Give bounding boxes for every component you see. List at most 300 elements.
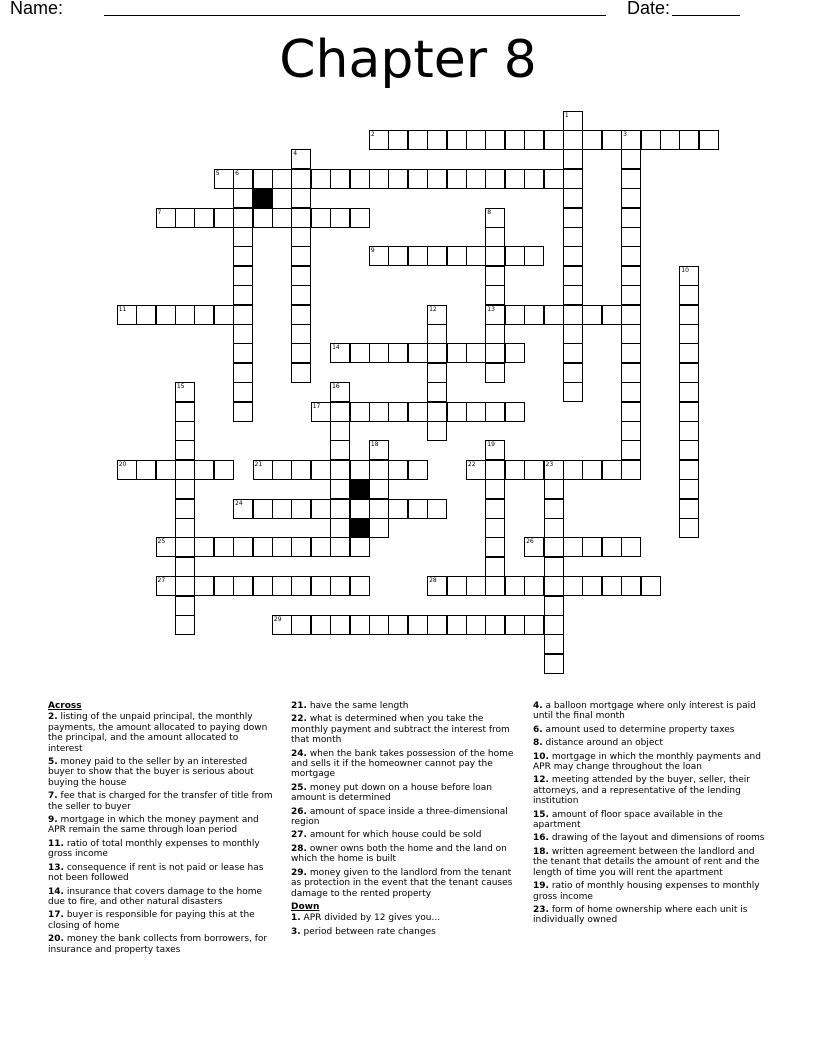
letter-square[interactable] bbox=[641, 130, 661, 150]
letter-square[interactable] bbox=[679, 518, 699, 538]
letter-square[interactable] bbox=[524, 246, 544, 266]
letter-square[interactable] bbox=[291, 305, 311, 325]
letter-square[interactable] bbox=[563, 382, 583, 402]
letter-square[interactable] bbox=[466, 402, 486, 422]
letter-square[interactable] bbox=[679, 343, 699, 363]
letter-square[interactable] bbox=[427, 343, 447, 363]
letter-square[interactable] bbox=[136, 305, 156, 325]
letter-square[interactable] bbox=[388, 343, 408, 363]
letter-square[interactable] bbox=[505, 615, 525, 635]
letter-square[interactable] bbox=[466, 576, 486, 596]
letter-square[interactable] bbox=[544, 518, 564, 538]
letter-square[interactable] bbox=[175, 557, 195, 577]
letter-square[interactable] bbox=[602, 537, 622, 557]
letter-square[interactable] bbox=[563, 343, 583, 363]
letter-square[interactable] bbox=[311, 499, 331, 519]
letter-square[interactable] bbox=[291, 537, 311, 557]
letter-square[interactable] bbox=[485, 266, 505, 286]
clue-number-label: 10. bbox=[533, 751, 549, 762]
letter-square[interactable] bbox=[136, 460, 156, 480]
letter-square[interactable] bbox=[563, 188, 583, 208]
letter-square[interactable] bbox=[233, 363, 253, 383]
letter-square[interactable] bbox=[427, 324, 447, 344]
letter-square[interactable] bbox=[485, 479, 505, 499]
letter-square[interactable] bbox=[485, 324, 505, 344]
letter-square[interactable] bbox=[291, 363, 311, 383]
letter-square[interactable] bbox=[350, 460, 370, 480]
letter-square[interactable] bbox=[544, 499, 564, 519]
letter-square[interactable] bbox=[485, 440, 505, 460]
letter-square[interactable] bbox=[408, 246, 428, 266]
letter-square[interactable] bbox=[621, 382, 641, 402]
letter-square[interactable] bbox=[602, 576, 622, 596]
letter-square[interactable] bbox=[233, 402, 253, 422]
letter-square[interactable] bbox=[194, 208, 214, 228]
letter-square[interactable] bbox=[466, 130, 486, 150]
clue-item bbox=[291, 868, 519, 899]
letter-square[interactable] bbox=[408, 499, 428, 519]
letter-square[interactable] bbox=[156, 305, 176, 325]
letter-square[interactable] bbox=[427, 169, 447, 189]
letter-square[interactable] bbox=[524, 169, 544, 189]
letter-square[interactable] bbox=[485, 130, 505, 150]
letter-square[interactable] bbox=[485, 246, 505, 266]
letter-square[interactable] bbox=[330, 169, 350, 189]
letter-square[interactable] bbox=[679, 499, 699, 519]
letter-square[interactable] bbox=[175, 499, 195, 519]
letter-square[interactable] bbox=[311, 208, 331, 228]
letter-square[interactable] bbox=[291, 499, 311, 519]
letter-square[interactable] bbox=[291, 285, 311, 305]
letter-square[interactable] bbox=[544, 654, 564, 674]
letter-square[interactable] bbox=[621, 285, 641, 305]
letter-square[interactable] bbox=[505, 576, 525, 596]
letter-square[interactable] bbox=[408, 615, 428, 635]
page-title: Chapter 8 bbox=[279, 30, 537, 90]
letter-square[interactable] bbox=[408, 130, 428, 150]
letter-square[interactable] bbox=[233, 499, 253, 519]
letter-square[interactable] bbox=[272, 499, 292, 519]
letter-square[interactable] bbox=[214, 460, 234, 480]
letter-square[interactable] bbox=[485, 499, 505, 519]
letter-square[interactable] bbox=[524, 537, 544, 557]
letter-square[interactable] bbox=[621, 188, 641, 208]
letter-square[interactable] bbox=[253, 537, 273, 557]
letter-square[interactable] bbox=[311, 460, 331, 480]
letter-square[interactable] bbox=[563, 246, 583, 266]
letter-square[interactable] bbox=[311, 169, 331, 189]
letter-square[interactable] bbox=[582, 537, 602, 557]
letter-square[interactable] bbox=[233, 537, 253, 557]
letter-square[interactable] bbox=[388, 246, 408, 266]
letter-square[interactable] bbox=[544, 596, 564, 616]
letter-square[interactable] bbox=[330, 208, 350, 228]
letter-square[interactable] bbox=[563, 324, 583, 344]
letter-square[interactable] bbox=[505, 343, 525, 363]
letter-square[interactable] bbox=[330, 479, 350, 499]
letter-square[interactable] bbox=[485, 557, 505, 577]
letter-square[interactable] bbox=[350, 615, 370, 635]
letter-square[interactable] bbox=[466, 246, 486, 266]
letter-square[interactable] bbox=[233, 576, 253, 596]
letter-square[interactable] bbox=[485, 615, 505, 635]
letter-square[interactable] bbox=[291, 266, 311, 286]
letter-square[interactable] bbox=[427, 305, 447, 325]
letter-square[interactable] bbox=[330, 440, 350, 460]
letter-square[interactable] bbox=[602, 305, 622, 325]
letter-square[interactable] bbox=[330, 421, 350, 441]
letter-square[interactable] bbox=[679, 285, 699, 305]
letter-square[interactable] bbox=[679, 421, 699, 441]
letter-square[interactable] bbox=[679, 479, 699, 499]
letter-square[interactable] bbox=[621, 130, 641, 150]
letter-square[interactable] bbox=[427, 246, 447, 266]
letter-square[interactable] bbox=[679, 130, 699, 150]
clue-item bbox=[48, 815, 273, 836]
letter-square[interactable] bbox=[621, 576, 641, 596]
letter-square[interactable] bbox=[194, 460, 214, 480]
letter-square[interactable] bbox=[369, 402, 389, 422]
letter-square[interactable] bbox=[311, 402, 331, 422]
letter-square[interactable] bbox=[369, 246, 389, 266]
letter-square[interactable] bbox=[175, 440, 195, 460]
letter-square[interactable] bbox=[233, 324, 253, 344]
letter-square[interactable] bbox=[485, 576, 505, 596]
letter-square[interactable] bbox=[621, 421, 641, 441]
letter-square[interactable] bbox=[233, 382, 253, 402]
clue-number-label: 20. bbox=[48, 934, 64, 945]
letter-square[interactable] bbox=[330, 518, 350, 538]
letter-square[interactable] bbox=[408, 169, 428, 189]
letter-square[interactable] bbox=[563, 537, 583, 557]
letter-square[interactable] bbox=[641, 576, 661, 596]
letter-square[interactable] bbox=[233, 227, 253, 247]
letter-square[interactable] bbox=[544, 169, 564, 189]
letter-square[interactable] bbox=[524, 460, 544, 480]
letter-square[interactable] bbox=[544, 615, 564, 635]
letter-square[interactable] bbox=[621, 246, 641, 266]
letter-square[interactable] bbox=[447, 402, 467, 422]
letter-square[interactable] bbox=[253, 499, 273, 519]
letter-square[interactable] bbox=[388, 130, 408, 150]
letter-square[interactable] bbox=[369, 130, 389, 150]
letter-square[interactable] bbox=[311, 537, 331, 557]
letter-square[interactable] bbox=[544, 130, 564, 150]
letter-square[interactable] bbox=[485, 460, 505, 480]
letter-square[interactable] bbox=[563, 149, 583, 169]
letter-square[interactable] bbox=[427, 615, 447, 635]
letter-square[interactable] bbox=[272, 169, 292, 189]
letter-square[interactable] bbox=[233, 188, 253, 208]
letter-square[interactable] bbox=[330, 537, 350, 557]
letter-square[interactable] bbox=[369, 169, 389, 189]
letter-square[interactable] bbox=[214, 305, 234, 325]
letter-square[interactable] bbox=[602, 130, 622, 150]
letter-square[interactable] bbox=[272, 460, 292, 480]
clue-number-label: 23. bbox=[533, 904, 549, 915]
letter-square[interactable] bbox=[408, 460, 428, 480]
letter-square[interactable] bbox=[233, 305, 253, 325]
letter-square[interactable] bbox=[330, 615, 350, 635]
letter-square[interactable] bbox=[621, 227, 641, 247]
letter-square[interactable] bbox=[408, 343, 428, 363]
clue-number: 8 bbox=[487, 208, 492, 216]
letter-square[interactable] bbox=[156, 576, 176, 596]
letter-square[interactable] bbox=[156, 537, 176, 557]
letter-square[interactable] bbox=[369, 343, 389, 363]
letter-square[interactable] bbox=[117, 460, 137, 480]
letter-square[interactable] bbox=[466, 460, 486, 480]
letter-square[interactable] bbox=[427, 382, 447, 402]
letter-square[interactable] bbox=[272, 576, 292, 596]
letter-square[interactable] bbox=[427, 363, 447, 383]
letter-square[interactable] bbox=[544, 460, 564, 480]
letter-square[interactable] bbox=[427, 130, 447, 150]
letter-square[interactable] bbox=[156, 208, 176, 228]
letter-square[interactable] bbox=[679, 402, 699, 422]
letter-square[interactable] bbox=[485, 285, 505, 305]
letter-square[interactable] bbox=[253, 576, 273, 596]
letter-square[interactable] bbox=[175, 615, 195, 635]
letter-square[interactable] bbox=[505, 169, 525, 189]
letter-square[interactable] bbox=[582, 130, 602, 150]
letter-square[interactable] bbox=[505, 402, 525, 422]
letter-square[interactable] bbox=[563, 111, 583, 131]
letter-square[interactable] bbox=[175, 460, 195, 480]
letter-square[interactable] bbox=[253, 460, 273, 480]
letter-square[interactable] bbox=[175, 537, 195, 557]
letter-square[interactable] bbox=[563, 130, 583, 150]
letter-square[interactable] bbox=[233, 169, 253, 189]
letter-square[interactable] bbox=[175, 596, 195, 616]
letter-square[interactable] bbox=[427, 499, 447, 519]
letter-square[interactable] bbox=[466, 615, 486, 635]
letter-square[interactable] bbox=[330, 402, 350, 422]
letter-square[interactable] bbox=[388, 402, 408, 422]
letter-square[interactable] bbox=[330, 499, 350, 519]
letter-square[interactable] bbox=[291, 188, 311, 208]
letter-square[interactable] bbox=[485, 518, 505, 538]
letter-square[interactable] bbox=[330, 576, 350, 596]
letter-square[interactable] bbox=[175, 402, 195, 422]
clue-text: amount of space inside a three-dimensional region bbox=[291, 806, 508, 828]
letter-square[interactable] bbox=[505, 460, 525, 480]
letter-square[interactable] bbox=[175, 479, 195, 499]
letter-square[interactable] bbox=[291, 149, 311, 169]
letter-square[interactable] bbox=[388, 460, 408, 480]
letter-square[interactable] bbox=[544, 634, 564, 654]
letter-square[interactable] bbox=[369, 440, 389, 460]
letter-square[interactable] bbox=[621, 537, 641, 557]
clue-text: buyer is responsible for paying this at the closing of home bbox=[48, 910, 255, 931]
letter-square[interactable] bbox=[272, 537, 292, 557]
letter-square[interactable] bbox=[679, 266, 699, 286]
letter-square[interactable] bbox=[214, 576, 234, 596]
letter-square[interactable] bbox=[175, 305, 195, 325]
letter-square[interactable] bbox=[214, 169, 234, 189]
letter-square[interactable] bbox=[679, 324, 699, 344]
letter-square[interactable] bbox=[524, 576, 544, 596]
letter-square[interactable] bbox=[427, 576, 447, 596]
letter-square[interactable] bbox=[408, 402, 428, 422]
letter-square[interactable] bbox=[291, 576, 311, 596]
letter-square[interactable] bbox=[388, 499, 408, 519]
letter-square[interactable] bbox=[563, 227, 583, 247]
letter-square[interactable] bbox=[563, 285, 583, 305]
letter-square[interactable] bbox=[233, 285, 253, 305]
letter-square[interactable] bbox=[117, 305, 137, 325]
letter-square[interactable] bbox=[485, 227, 505, 247]
letter-square[interactable] bbox=[253, 208, 273, 228]
letter-square[interactable] bbox=[291, 460, 311, 480]
letter-square[interactable] bbox=[427, 402, 447, 422]
letter-square[interactable] bbox=[621, 363, 641, 383]
letter-square[interactable] bbox=[544, 305, 564, 325]
letter-square[interactable] bbox=[447, 615, 467, 635]
letter-square[interactable] bbox=[350, 343, 370, 363]
letter-square[interactable] bbox=[330, 460, 350, 480]
letter-square[interactable] bbox=[485, 363, 505, 383]
letter-square[interactable] bbox=[466, 343, 486, 363]
clue-number: 4 bbox=[293, 150, 298, 158]
letter-square[interactable] bbox=[369, 479, 389, 499]
letter-square[interactable] bbox=[699, 130, 719, 150]
letter-square[interactable] bbox=[233, 266, 253, 286]
letter-square[interactable] bbox=[233, 208, 253, 228]
letter-square[interactable] bbox=[175, 518, 195, 538]
letter-square[interactable] bbox=[369, 499, 389, 519]
letter-square[interactable] bbox=[621, 305, 641, 325]
letter-square[interactable] bbox=[505, 246, 525, 266]
letter-square[interactable] bbox=[621, 343, 641, 363]
letter-square[interactable] bbox=[350, 499, 370, 519]
letter-square[interactable] bbox=[621, 266, 641, 286]
letter-square[interactable] bbox=[291, 169, 311, 189]
letter-square[interactable] bbox=[621, 149, 641, 169]
letter-square[interactable] bbox=[505, 305, 525, 325]
letter-square[interactable] bbox=[544, 557, 564, 577]
letter-square[interactable] bbox=[447, 343, 467, 363]
letter-square[interactable] bbox=[214, 537, 234, 557]
letter-square[interactable] bbox=[350, 169, 370, 189]
letter-square[interactable] bbox=[679, 440, 699, 460]
letter-square[interactable] bbox=[621, 440, 641, 460]
letter-square[interactable] bbox=[175, 421, 195, 441]
letter-square[interactable] bbox=[214, 208, 234, 228]
letter-square[interactable] bbox=[427, 421, 447, 441]
letter-square[interactable] bbox=[485, 305, 505, 325]
letter-square[interactable] bbox=[291, 615, 311, 635]
letter-square[interactable] bbox=[291, 208, 311, 228]
letter-square[interactable] bbox=[544, 479, 564, 499]
letter-square[interactable] bbox=[485, 402, 505, 422]
letter-square[interactable] bbox=[369, 460, 389, 480]
letter-square[interactable] bbox=[563, 460, 583, 480]
letter-square[interactable] bbox=[563, 266, 583, 286]
letter-square[interactable] bbox=[660, 130, 680, 150]
letter-square[interactable] bbox=[350, 576, 370, 596]
letter-square[interactable] bbox=[485, 208, 505, 228]
letter-square[interactable] bbox=[582, 305, 602, 325]
letter-square[interactable] bbox=[524, 130, 544, 150]
letter-square[interactable] bbox=[175, 576, 195, 596]
letter-square[interactable] bbox=[350, 537, 370, 557]
letter-square[interactable] bbox=[330, 382, 350, 402]
letter-square[interactable] bbox=[233, 246, 253, 266]
letter-square[interactable] bbox=[563, 576, 583, 596]
letter-square[interactable] bbox=[194, 305, 214, 325]
letter-square[interactable] bbox=[582, 460, 602, 480]
letter-square[interactable] bbox=[621, 208, 641, 228]
letter-square[interactable] bbox=[524, 615, 544, 635]
letter-square[interactable] bbox=[291, 246, 311, 266]
letter-square[interactable] bbox=[485, 537, 505, 557]
letter-square[interactable] bbox=[388, 615, 408, 635]
letter-square[interactable] bbox=[447, 576, 467, 596]
clue-item bbox=[291, 701, 519, 711]
clue-number: 22 bbox=[467, 460, 476, 468]
letter-square[interactable] bbox=[563, 208, 583, 228]
clue-item bbox=[533, 905, 769, 926]
letter-square[interactable] bbox=[311, 615, 331, 635]
letter-square[interactable] bbox=[291, 324, 311, 344]
letter-square[interactable] bbox=[369, 518, 389, 538]
letter-square[interactable] bbox=[621, 169, 641, 189]
letter-square[interactable] bbox=[447, 246, 467, 266]
letter-square[interactable] bbox=[291, 343, 311, 363]
letter-square[interactable] bbox=[621, 402, 641, 422]
letter-square[interactable] bbox=[388, 169, 408, 189]
letter-square[interactable] bbox=[544, 576, 564, 596]
letter-square[interactable] bbox=[330, 343, 350, 363]
letter-square[interactable] bbox=[466, 169, 486, 189]
letter-square[interactable] bbox=[156, 460, 176, 480]
letter-square[interactable] bbox=[679, 460, 699, 480]
letter-square[interactable] bbox=[291, 227, 311, 247]
letter-square[interactable] bbox=[524, 305, 544, 325]
letter-square[interactable] bbox=[563, 305, 583, 325]
letter-square[interactable] bbox=[253, 169, 273, 189]
letter-square[interactable] bbox=[350, 402, 370, 422]
letter-square[interactable] bbox=[485, 169, 505, 189]
letter-square[interactable] bbox=[544, 537, 564, 557]
letter-square[interactable] bbox=[369, 615, 389, 635]
letter-square[interactable] bbox=[194, 537, 214, 557]
letter-square[interactable] bbox=[311, 576, 331, 596]
letter-square[interactable] bbox=[233, 343, 253, 363]
letter-square[interactable] bbox=[679, 305, 699, 325]
letter-square[interactable] bbox=[602, 460, 622, 480]
letter-square[interactable] bbox=[194, 576, 214, 596]
letter-square[interactable] bbox=[485, 343, 505, 363]
letter-square[interactable] bbox=[272, 615, 292, 635]
letter-square[interactable] bbox=[175, 208, 195, 228]
letter-square[interactable] bbox=[272, 208, 292, 228]
letter-square[interactable] bbox=[679, 363, 699, 383]
letter-square[interactable] bbox=[505, 130, 525, 150]
letter-square[interactable] bbox=[621, 460, 641, 480]
letter-square[interactable] bbox=[447, 130, 467, 150]
letter-square[interactable] bbox=[447, 169, 467, 189]
letter-square[interactable] bbox=[175, 382, 195, 402]
letter-square[interactable] bbox=[563, 363, 583, 383]
letter-square[interactable] bbox=[621, 324, 641, 344]
letter-square[interactable] bbox=[679, 382, 699, 402]
letter-square[interactable] bbox=[582, 576, 602, 596]
letter-square[interactable] bbox=[563, 169, 583, 189]
letter-square[interactable] bbox=[350, 208, 370, 228]
clue-number: 18 bbox=[370, 441, 379, 449]
